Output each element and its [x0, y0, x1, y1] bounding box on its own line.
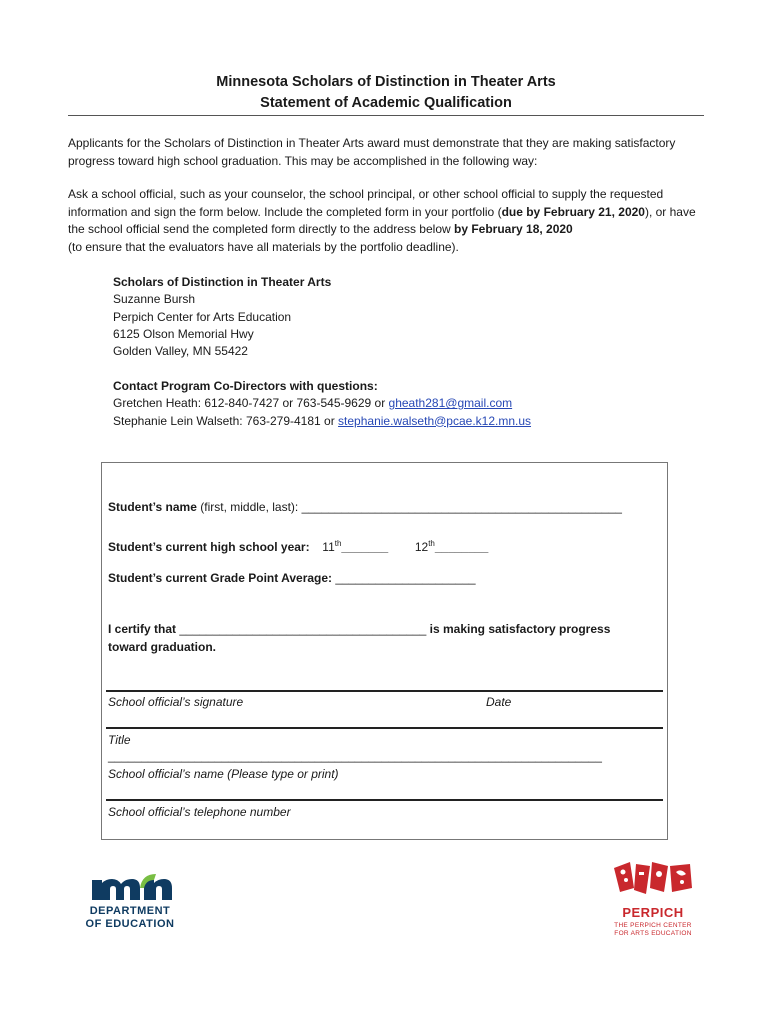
deadline-mail: by February 18, 2020	[454, 222, 573, 236]
perpich-sub-2: FOR ARTS EDUCATION	[614, 930, 692, 937]
signature-line[interactable]	[106, 690, 663, 692]
instructions-text-b: ), or have the school official send the completed form directly to the address below	[68, 204, 696, 236]
perpich-wordmark: PERPICH	[622, 905, 684, 920]
email-link-walseth[interactable]: stephanie.walseth@pcae.k12.mn.us	[338, 413, 532, 428]
year-11-option	[322, 540, 341, 554]
contact-1-text: Gretchen Heath: 612-840-7427 or 763-545-9629 or	[113, 396, 389, 411]
instructions-text-c: (to ensure that the evaluators have all materials by the portfolio deadline).	[68, 239, 459, 254]
instructions-text-a: Ask a school official, such as your counselor, the school principal, or other school official to supply the requested information and sign the form below. Include the completed form in your portfolio (	[68, 187, 664, 219]
address-line: 6125 Olson Memorial Hwy	[113, 326, 254, 341]
gpa-row	[108, 570, 476, 587]
official-name-field[interactable]: __________________________________________________________________________	[108, 749, 602, 763]
document-title	[68, 72, 704, 114]
certify-text-b: is making satisfactory progress	[426, 622, 611, 636]
year-11-field[interactable]: _______	[341, 540, 389, 554]
certify-row	[108, 621, 610, 638]
perpich-sub-1: THE PERPICH CENTER	[614, 922, 692, 929]
official-name-label: School official’s name (Please type or print)	[108, 767, 339, 781]
contact-line-2	[113, 413, 531, 430]
certify-student-field[interactable]: _____________________________________	[179, 622, 427, 636]
perpich-logo-mark	[610, 858, 696, 904]
contact-2-text: Stephanie Lein Walseth: 763-279-4181 or	[113, 413, 339, 428]
mde-line-1: DEPARTMENT	[89, 905, 171, 917]
gpa-field[interactable]: _____________________	[335, 571, 476, 585]
gpa-label: Student’s current Grade Point Average:	[108, 571, 333, 585]
contact-block	[113, 378, 531, 430]
address-line: Suzanne Bursh	[113, 292, 196, 307]
intro-paragraph: Applicants for the Scholars of Distinction in Theater Arts award must demonstrate that they are making satisfactory progress toward high school graduation. This may be accomplished in the following way:	[68, 136, 676, 168]
student-name-field[interactable]: ________________________________________________	[301, 500, 622, 514]
signature-label: School official’s signature	[108, 695, 244, 709]
student-name-label: Student’s name	[108, 500, 197, 514]
title-line-1: Minnesota Scholars of Distinction in Theater Arts	[216, 74, 556, 90]
instructions-paragraph	[68, 186, 708, 256]
school-year-label: Student’s current high school year:	[108, 540, 310, 554]
school-year-row	[108, 535, 488, 556]
deadline-portfolio: due by February 21, 2020	[501, 204, 645, 219]
address-line: Perpich Center for Arts Education	[113, 309, 292, 324]
title-line-2: Statement of Academic Qualification	[260, 95, 512, 111]
telephone-label: School official’s telephone number	[108, 805, 291, 819]
perpich-subtitle	[610, 922, 696, 938]
student-name-hint: (first, middle, last):	[196, 500, 302, 514]
student-name-row	[108, 499, 622, 516]
address-line: Golden Valley, MN 55422	[113, 344, 248, 359]
year-11-suffix: th	[334, 539, 342, 548]
contact-heading: Contact Program Co-Directors with questions:	[113, 379, 378, 393]
telephone-line[interactable]	[106, 799, 663, 801]
mailing-address	[113, 274, 331, 360]
year-12-number: 12	[414, 540, 429, 554]
year-12-option	[415, 540, 435, 554]
mde-line-2: OF EDUCATION	[85, 918, 175, 930]
date-label: Date	[486, 695, 512, 709]
title-rule	[68, 115, 704, 116]
certify-text-a: I certify that	[108, 622, 180, 636]
mde-wordmark	[78, 905, 182, 931]
email-link-gheath[interactable]: gheath281@gmail.com	[388, 396, 513, 411]
year-11-number: 11	[322, 540, 335, 554]
year-12-field[interactable]: ________	[434, 540, 489, 554]
contact-line-1	[113, 395, 531, 412]
address-heading: Scholars of Distinction in Theater Arts	[113, 275, 332, 289]
title-label: Title	[108, 733, 131, 747]
title-line[interactable]	[106, 727, 663, 729]
certify-row-2: toward graduation.	[108, 640, 216, 654]
year-12-suffix: th	[428, 539, 435, 548]
